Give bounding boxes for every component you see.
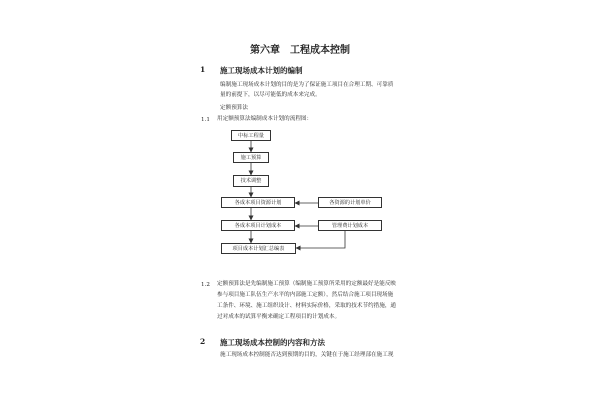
item-1-2-line-1: 定额预算法是先编制施工预算（编制施工预算所采用的定额最好是能反映 bbox=[217, 281, 397, 287]
chapter-title: 第六章 工程成本控制 bbox=[250, 45, 350, 56]
section-2-paragraph-line-1: 施工现场成本控制能否达到预期的目的，关键在于施工经理部在施工现 bbox=[220, 352, 394, 358]
section-2-number: 2 bbox=[200, 337, 206, 346]
section-1-heading: 施工现场成本计划的编制 bbox=[220, 66, 303, 75]
flow-box-management-fee-plan: 管理费计划成本 bbox=[318, 220, 382, 231]
flow-box-resource-plan: 各成本项目资源计划 bbox=[221, 197, 295, 208]
sub-label-quota-budget: 定额预算法 bbox=[220, 105, 248, 111]
item-1-2-number: 1.2 bbox=[201, 282, 210, 288]
flow-box-summary-table: 项目成本计划汇总编表 bbox=[221, 243, 296, 254]
section-1-paragraph-line-1: 编制施工现场成本计划的目的是为了保证施工项目在合理工期、可靠质 bbox=[220, 82, 394, 88]
flow-box-bid-quantities: 中标工程量 bbox=[231, 130, 271, 141]
flow-box-resource-prices: 各资源的计划单价 bbox=[318, 197, 382, 208]
flow-box-cost-plan: 各成本项目计划成本 bbox=[221, 220, 295, 231]
item-1-1-number: 1.1 bbox=[201, 117, 210, 123]
item-1-2-line-4: 过对成本的试算平衡来确定工程项目的计划成本。 bbox=[217, 314, 341, 320]
section-1-number: 1 bbox=[200, 65, 206, 74]
section-2-heading: 施工现场成本控制的内容和方法 bbox=[220, 338, 325, 347]
flow-box-technical-adjustment: 技术调整 bbox=[233, 175, 269, 187]
item-1-2-line-3: 工条件、环境、施工组织设计、材料实际价格，采取的技术节约措施，通 bbox=[217, 303, 397, 309]
flow-box-construction-budget: 施工预算 bbox=[233, 152, 269, 163]
item-1-2-line-2: 参与项目施工队伍生产水平的内部施工定额），然后结合施工项目现场施 bbox=[217, 292, 394, 298]
item-1-1-text: 用定额预算法编制成本计划的流程图： bbox=[217, 116, 313, 122]
arrow-mgmt-fee-to-summary bbox=[296, 231, 345, 248]
section-1-paragraph-line-2: 量的前提下，以尽可能低的成本来完成。 bbox=[220, 92, 321, 98]
